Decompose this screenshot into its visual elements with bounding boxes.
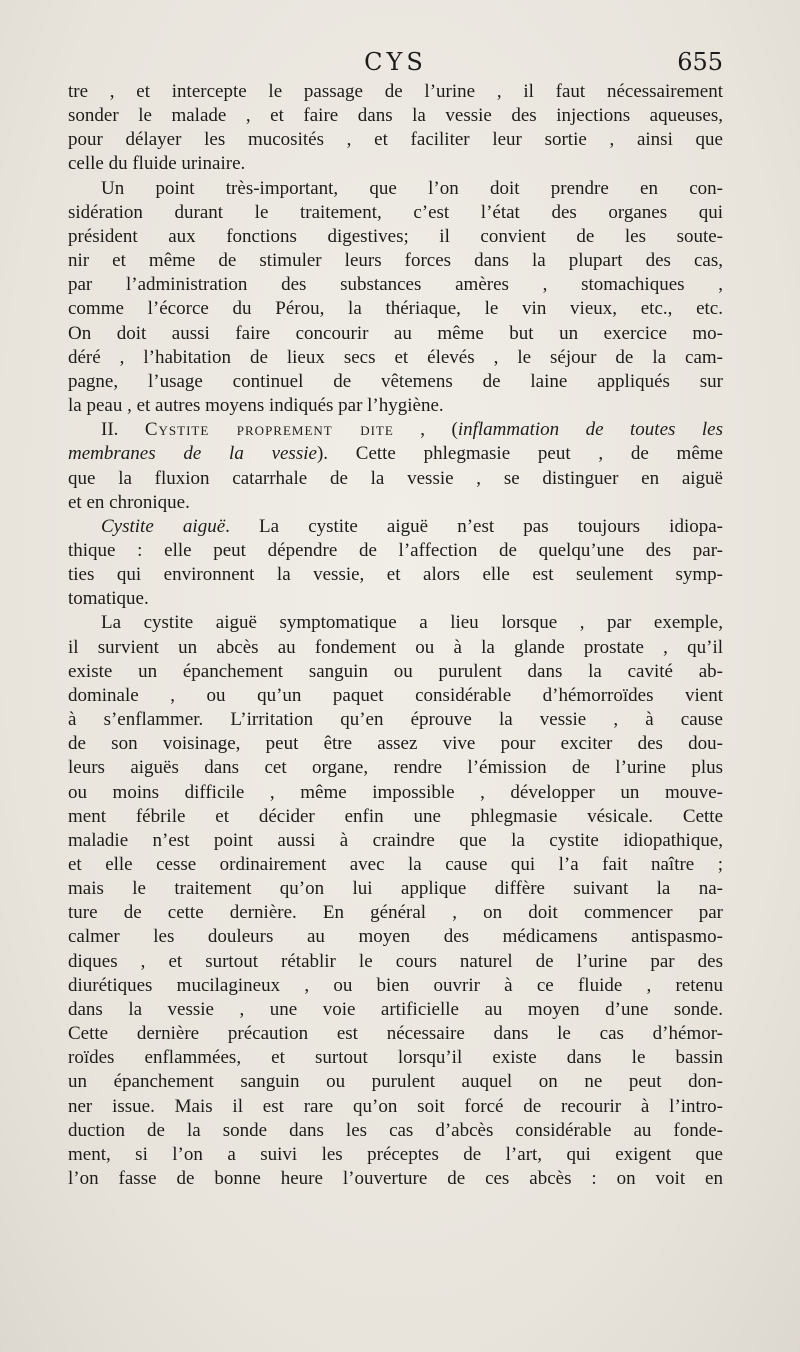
text-line: On doit aussi faire concourir au même but un exercice mo- <box>68 322 723 344</box>
text-line: la peau , et autres moyens indiqués par l’hygiène. <box>68 395 444 417</box>
text-line: II. Cystite proprement dite , (inflammation de toutes les <box>101 419 723 441</box>
running-head <box>68 48 723 78</box>
text-line: ou moins difficile , même impossible , développer un mouve- <box>68 781 723 803</box>
text-line: dominale , ou qu’un paquet considérable d’hémorroïdes vient <box>68 684 723 706</box>
text-line: calmer les douleurs au moyen des médicamens antispasmo- <box>68 926 723 948</box>
text-line: Un point très-important, que l’on doit prendre en con- <box>101 177 723 199</box>
text-line: ment fébrile et décider enfin une phlegmasie vésicale. Cette <box>68 805 723 827</box>
text-line: et elle cesse ordinairement avec la cause qui l’a fait naître ; <box>68 854 723 875</box>
text-line: roïdes enflammées, et surtout lorsqu’il existe dans le bassin <box>68 1047 723 1069</box>
text-line: sonder le malade , et faire dans la vessie des injections aqueuses, <box>68 105 723 127</box>
text-line: sidération durant le traitement, c’est l’état des organes qui <box>68 201 723 223</box>
text-line: maladie n’est point aussi à craindre que la cystite idiopathique, <box>68 829 723 851</box>
text-line: ture de cette dernière. En général , on doit commencer par <box>68 902 723 924</box>
text-line: comme l’écorce du Pérou, la thériaque, le vin vieux, etc., etc. <box>68 298 723 320</box>
text-line: par l’administration des substances amères , stomachiques , <box>68 274 723 296</box>
text-line: membranes de la vessie). Cette phlegmasie peut , de même <box>68 443 723 465</box>
text-line: mais le traitement qu’on lui applique diffère suivant la na- <box>68 878 723 900</box>
text-line: thique : elle peut dépendre de l’affection de quelqu’une des par- <box>68 539 723 561</box>
text-line: l’on fasse de bonne heure l’ouverture de ces abcès : on voit en <box>68 1168 723 1190</box>
text-line: Cette dernière précaution est nécessaire dans le cas d’hémor- <box>68 1023 723 1045</box>
text-line: Cystite aiguë. La cystite aiguë n’est pas toujours idiopa- <box>101 515 723 537</box>
text-line: leurs aiguës dans cet organe, rendre l’émission de l’urine plus <box>68 757 723 779</box>
text-line: que la fluxion catarrhale de la vessie , se distinguer en aiguë <box>68 467 723 489</box>
text-line: ties qui environnent la vessie, et alors elle est seulement symp- <box>68 564 723 586</box>
text-line: duction de la sonde dans les cas d’abcès considérable au fonde- <box>68 1119 723 1141</box>
running-head-title: CYS <box>364 48 427 76</box>
body-text <box>68 80 723 1191</box>
text-line: ner issue. Mais il est rare qu’on soit forcé de recourir à l’intro- <box>68 1095 723 1117</box>
text-line: président aux fonctions digestives; il convient de les soute- <box>68 225 723 247</box>
text-line: un épanchement sanguin ou purulent auquel on ne peut don- <box>68 1071 723 1093</box>
text-line: et en chronique. <box>68 491 190 513</box>
text-line: diques , et surtout rétablir le cours naturel de l’urine par des <box>68 950 723 972</box>
text-line: il survient un abcès au fondement ou à la glande prostate , qu’il <box>68 636 723 658</box>
text-line: ment, si l’on a suivi les préceptes de l’art, qui exigent que <box>68 1143 723 1165</box>
page-number: 655 <box>677 48 723 76</box>
text-line: existe un épanchement sanguin ou purulent dans la cavité ab- <box>68 660 723 682</box>
text-line: dans la vessie , une voie artificielle au moyen d’une sonde. <box>68 998 723 1020</box>
text-line: déré , l’habitation de lieux secs et élevés , le séjour de la cam- <box>68 346 723 368</box>
text-line: tomatique. <box>68 588 149 610</box>
text-line: pour délayer les mucosités , et faciliter leur sortie , ainsi que <box>68 129 723 151</box>
text-line: La cystite aiguë symptomatique a lieu lorsque , par exemple, <box>101 612 723 634</box>
text-line: tre , et intercepte le passage de l’urine , il faut nécessairement <box>68 81 723 102</box>
text-line: de son voisinage, peut être assez vive pour exciter des dou- <box>68 733 723 755</box>
text-line: nir et même de stimuler leurs forces dans la plupart des cas, <box>68 250 723 272</box>
text-line: celle du fluide urinaire. <box>68 153 246 175</box>
text-line: pagne, l’usage continuel de vêtemens de laine appliqués sur <box>68 370 723 392</box>
text-line: à s’enflammer. L’irritation qu’en éprouve la vessie , à cause <box>68 709 723 731</box>
text-line: diurétiques mucilagineux , ou bien ouvrir à ce fluide , retenu <box>68 974 723 996</box>
